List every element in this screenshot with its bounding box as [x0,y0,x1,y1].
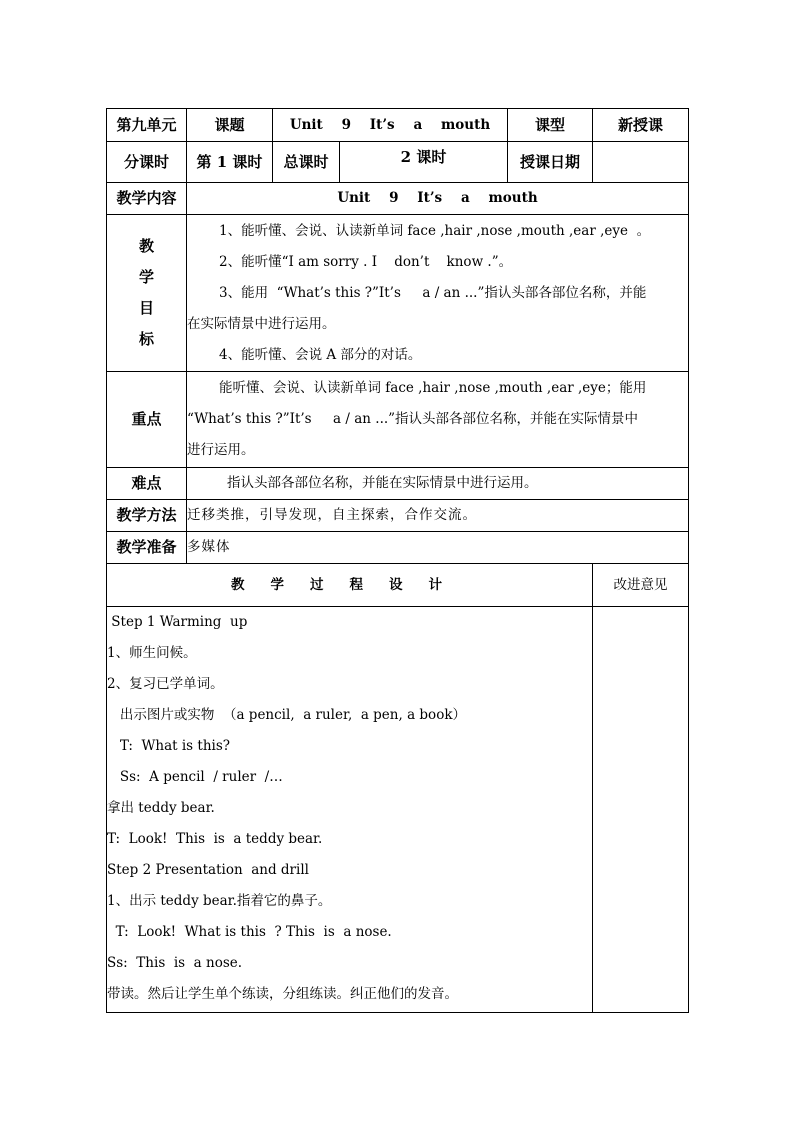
feedback-content [593,607,689,1013]
key-point-line: 进行运用。 [187,442,255,458]
process-content-row [107,607,689,1013]
type-value: 新授课 [593,109,689,142]
objective-line: 在实际情景中进行运用。 [187,315,336,332]
difficulty-label: 难点 [107,468,187,500]
objectives-label-char: 学 [138,268,154,286]
total-label: 总课时 [273,142,340,183]
objectives-label-char: 标 [138,330,154,348]
topic-label: 课题 [187,109,273,142]
period-value: 第 1 课时 [187,142,273,183]
content-value: Unit 9 It’s a mouth [187,183,689,215]
objectives-label [107,215,187,372]
feedback-title: 改进意见 [593,564,689,607]
preparation-row [107,532,689,564]
process-line: 拿出 teddy bear. [107,800,215,816]
process-line: Ss: This is a nose. [107,955,243,971]
header-row [107,109,689,142]
process-line: 出示图片或实物 （a pencil, a ruler, a pen, a book） [107,707,466,723]
objective-line: 2、能听懂“I am sorry . I don’t know .”。 [219,253,513,270]
objective-line: 3、能用 “What’s this ?”It’s a / an ...”指认头部各部位名称，并能 [219,284,647,301]
objectives-label-char: 教 [138,237,154,255]
type-label: 课型 [508,109,593,142]
method-label: 教学方法 [107,500,187,532]
process-line: 1、师生问候。 [107,645,197,661]
key-points-content [187,372,689,468]
difficulty-value: 指认头部各部位名称，并能在实际情景中进行运用。 [187,468,689,500]
key-points-label: 重点 [107,372,187,468]
objectives-label-char: 目 [138,299,154,317]
key-point-line: 能听懂、会说、认读新单词 face ,hair ,nose ,mouth ,ear ,eye；能用 [219,380,647,396]
lesson-plan-table [106,108,689,1013]
objectives-content [187,215,689,372]
content-row [107,183,689,215]
preparation-label: 教学准备 [107,532,187,564]
process-header-row [107,564,689,607]
key-points-row [107,372,689,468]
method-row [107,500,689,532]
method-value: 迁移类推，引导发现，自主探索，合作交流。 [187,500,689,532]
date-value [593,142,689,183]
process-line: T: What is this? [107,738,231,754]
difficulty-row [107,468,689,500]
process-line: 2、复习已学单词。 [107,676,224,692]
process-line: 1、出示 teddy bear.指着它的鼻子。 [107,893,332,909]
process-line: T: Look! What is this ? This is a nose. [107,924,392,940]
unit-cell: 第九单元 [107,109,187,142]
total-value: 2 课时 [340,142,508,183]
process-line: 带读。然后让学生单个练读，分组练读。纠正他们的发音。 [107,986,458,1002]
process-title: 教学过程设计 [107,564,593,607]
process-line: Ss: A pencil / ruler /… [107,769,283,785]
process-line: Step 2 Presentation and drill [107,862,309,878]
preparation-value: 多媒体 [187,532,689,564]
objectives-row [107,215,689,372]
content-label: 教学内容 [107,183,187,215]
key-point-line: “What’s this ?”It’s a / an ...”指认头部各部位名称，并能在实际情景中 [187,411,639,427]
objective-line: 4、能听懂、会说 A 部分的对话。 [219,346,422,363]
objective-line: 1、能听懂、会说、认读新单词 face ,hair ,nose ,mouth ,ear ,eye 。 [219,222,651,239]
process-content [107,607,593,1013]
lesson-row [107,142,689,183]
period-label: 分课时 [107,142,187,183]
date-label: 授课日期 [508,142,593,183]
process-line: Step 1 Warming up [107,614,248,630]
process-line: T: Look! This is a teddy bear. [107,831,323,847]
topic-value: Unit 9 It’s a mouth [273,109,508,142]
